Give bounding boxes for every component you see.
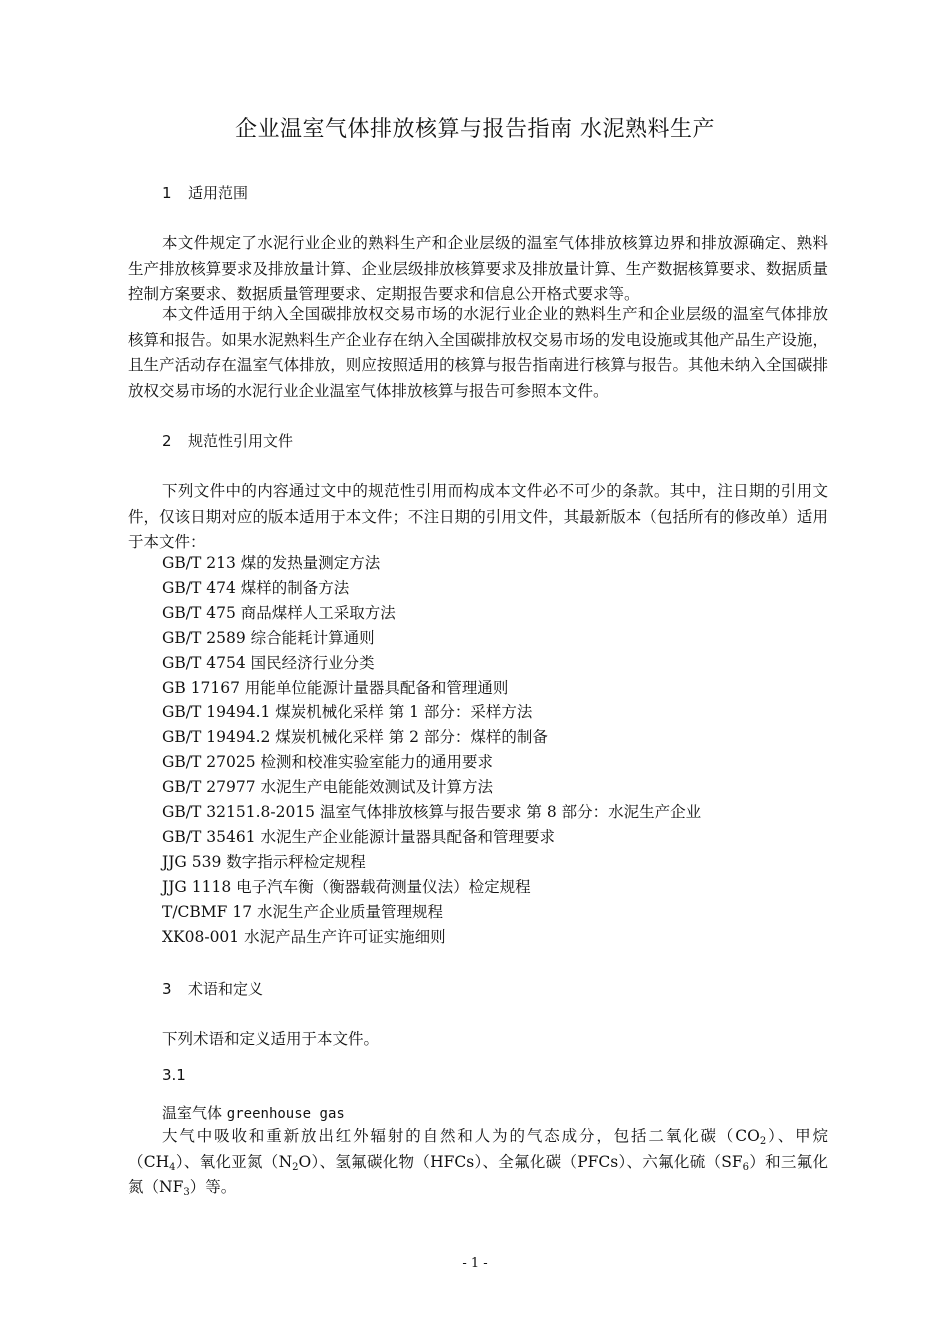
- term-number: 3.1: [162, 1066, 186, 1084]
- definition-text: ）、氧化亚氮（N: [175, 1152, 293, 1171]
- definition-text: O）、氢氟碳化物（HFCs）、全氟化碳（PFCs）、六氟化硫（SF: [298, 1152, 743, 1171]
- reference-item: GB 17167 用能单位能源计量器具配备和管理通则: [162, 678, 509, 697]
- subscript: 3: [183, 1187, 190, 1198]
- reference-item: GB/T 475 商品煤样人工采取方法: [162, 603, 396, 622]
- reference-item: GB/T 19494.1 煤炭机械化采样 第 1 部分：采样方法: [162, 703, 533, 722]
- reference-item: GB/T 27025 检测和校准实验室能力的通用要求: [162, 753, 493, 772]
- reference-list: [162, 551, 701, 950]
- reference-item: GB/T 27977 水泥生产电能能效测试及计算方法: [162, 778, 493, 797]
- reference-item: JJG 539 数字指示秤检定规程: [162, 852, 366, 871]
- definition-text: ）、甲烷（CH: [128, 1127, 828, 1171]
- scope-paragraph-1: 本文件规定了水泥行业企业的熟料生产和企业层级的温室气体排放核算边界和排放源确定、熟料生产排放核算要求及排放量计算、企业层级排放核算要求及排放量计算、生产数据核算要求、数据质量控制方案要求、数据质量管理要求、定期报告要求和信息公开格式要求等。: [128, 234, 828, 303]
- definition-text: ）和三氟化氮（NF: [128, 1152, 828, 1196]
- section-heading-references: [162, 430, 293, 451]
- scope-paragraph-2: 本文件适用于纳入全国碳排放权交易市场的水泥行业企业的熟料生产和企业层级的温室气体排放核算和报告。如果水泥熟料生产企业存在纳入全国碳排放权交易市场的发电设施或其他产品生产设施，且生产活动存在温室气体排放，则应按照适用的核算与报告指南进行核算与报告。其他未纳入全国碳排放权交易市场的水泥行业企业温室气体排放核算与报告可参照本文件。: [128, 305, 828, 400]
- terms-intro: 下列术语和定义适用于本文件。: [162, 1030, 380, 1048]
- section-number: 1: [162, 184, 172, 202]
- section-number: 3: [162, 980, 172, 998]
- definition-text: ）等。: [189, 1178, 237, 1196]
- reference-item: GB/T 19494.2 煤炭机械化采样 第 2 部分：煤样的制备: [162, 728, 548, 747]
- term-heading: [162, 1102, 345, 1123]
- subscript: 2: [759, 1136, 767, 1147]
- section-title: 适用范围: [188, 184, 249, 202]
- subscript: 2: [292, 1161, 299, 1173]
- section-title: 规范性引用文件: [188, 432, 294, 450]
- subscript: 4: [169, 1161, 176, 1173]
- reference-item: T/CBMF 17 水泥生产企业质量管理规程: [162, 902, 444, 921]
- section-title: 术语和定义: [188, 980, 264, 998]
- reference-item: GB/T 2589 综合能耗计算通则: [162, 628, 375, 647]
- subscript: 6: [742, 1161, 750, 1173]
- reference-item: GB/T 35461 水泥生产企业能源计量器具配备和管理要求: [162, 827, 555, 846]
- reference-item: GB/T 474 煤样的制备方法: [162, 578, 350, 597]
- section-heading-terms: [162, 978, 263, 999]
- page-number: - 1 -: [462, 1256, 488, 1271]
- section-number: 2: [162, 432, 172, 450]
- reference-item: GB/T 32151.8-2015 温室气体排放核算与报告要求 第 8 部分：水泥生产企业: [162, 803, 702, 822]
- reference-item: XK08-001 水泥产品生产许可证实施细则: [162, 927, 446, 946]
- reference-item: JJG 1118 电子汽车衡（衡器载荷测量仪法）检定规程: [162, 877, 531, 896]
- section-heading-scope: [162, 182, 248, 203]
- reference-item: GB/T 4754 国民经济行业分类: [162, 653, 375, 672]
- term-chinese: 温室气体: [162, 1104, 223, 1122]
- term-english: greenhouse gas: [226, 1106, 345, 1122]
- references-intro: 下列文件中的内容通过文中的规范性引用而构成本文件必不可少的条款。其中，注日期的引用文件，仅该日期对应的版本适用于本文件；不注日期的引用文件，其最新版本（包括所有的修改单）适用于本文件：: [128, 482, 828, 551]
- document-title: 企业温室气体排放核算与报告指南 水泥熟料生产: [235, 117, 715, 142]
- definition-text: 大气中吸收和重新放出红外辐射的自然和人为的气态成分，包括二氧化碳（CO: [162, 1127, 760, 1145]
- reference-item: GB/T 213 煤的发热量测定方法: [162, 554, 381, 572]
- term-definition: [128, 1124, 828, 1201]
